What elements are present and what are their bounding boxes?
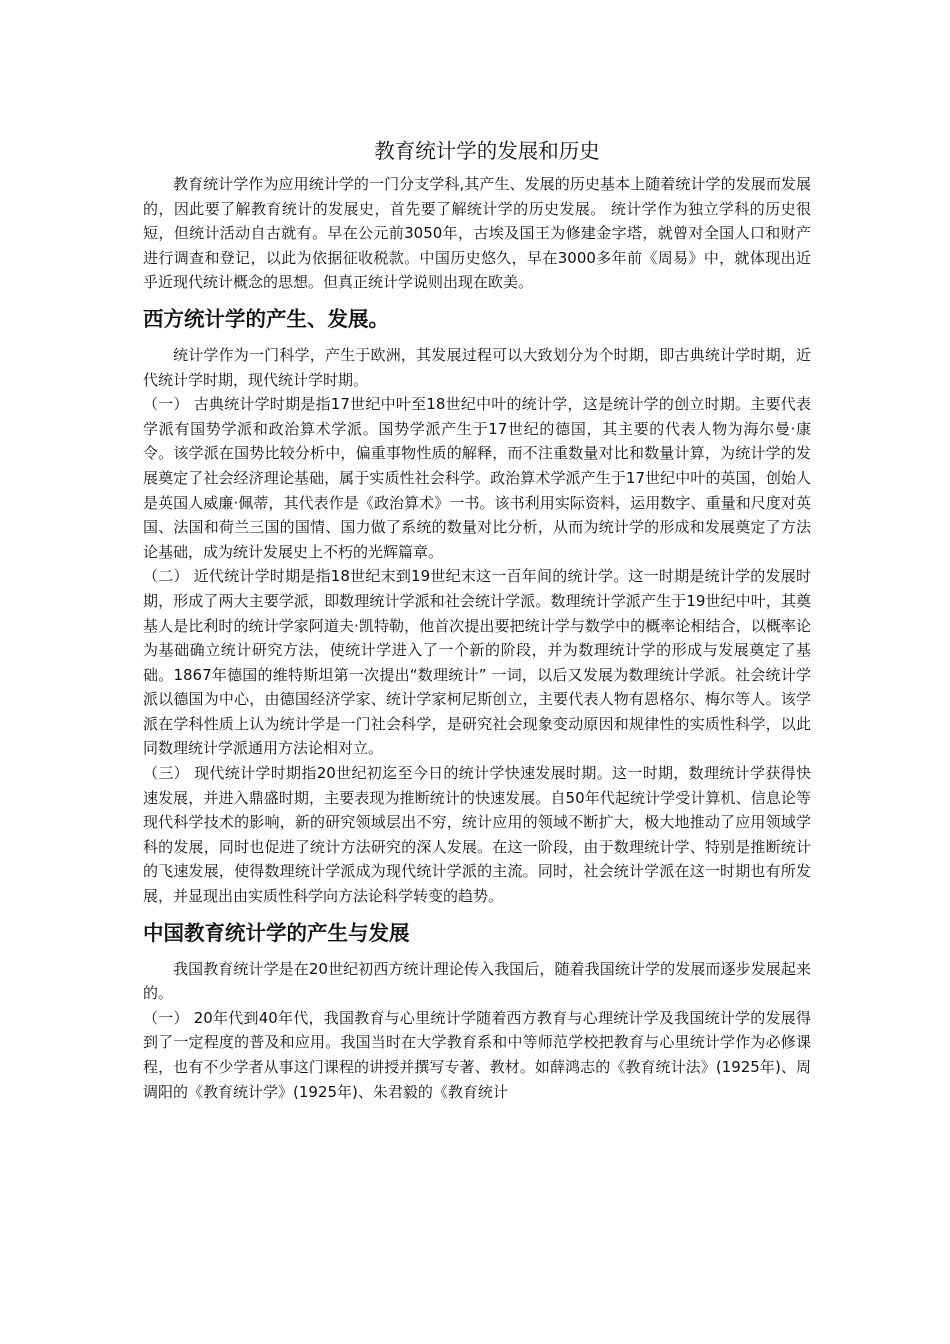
contemporary-period-paragraph: （三） 现代统计学时期指20世纪初迄至今日的统计学快速发展时期。这一时期，数理统计学获得快速发展，并进入鼎盛时期，主要表现为推断统计的快速发展。自50年代起统计学受计算机、信息论等现代科学技术的影响，新的研究领域层出不穷，统计应用的领域不断扩大，极大地推动了应用领域学科的发展，同时也促进了统计方法研究的深人发展。在这一阶段，由于数理统计学、特别是推断统计的飞速发展，使得数理统计学派成为现代统计学派的主流。同时，社会统计学派在这一时期也有所发展，并显现出由实质性科学向方法论科学转变的趋势。 <box>143 764 811 906</box>
classical-period-paragraph: （一） 古典统计学时期是指17世纪中叶至18世纪中叶的统计学，这是统计学的创立时期。主要代表学派有国势学派和政治算术学派。国势学派产生于17世纪的德国，其主要的代表人物为海尔曼·康令。该学派在国势比较分析中，偏重事物性质的解释，而不注重数量对比和数量计算，为统计学的发展奠定了社会经济理论基础，属于实质性社会科学。政治算术学派产生于17世纪中叶的英国，创始人是英国人威廉·佩蒂，其代表作是《政治算术》一书。该书利用实际资料，运用数字、重量和尺度对英国、法国和荷兰三国的国情、国力做了系统的数量对比分析，从而为统计学的形成和发展奠定了方法论基础，成为统计发展史上不朽的光辉篇章。 <box>143 395 811 561</box>
intro-paragraph: 教育统计学作为应用统计学的一门分支学科,其产生、发展的历史基本上随着统计学的发展而发展的，因此要了解教育统计的发展史，首先要了解统计学的历史发展。 统计学作为独立学科的历史很短，但统计活动自古就有。早在公元前3050年，古埃及国王为修建金字塔，就曾对全国人口和财产进行调查和登记，以此为依据征收税款。中国历史悠久，早在3000多年前《周易》中，就体现出近乎近现代统计概念的思想。但真正统计学说则出现在欧美。 <box>143 175 811 292</box>
china-lead-paragraph: 我国教育统计学是在20世纪初西方统计理论传入我国后，随着我国统计学的发展而逐步发展起来的。 <box>143 959 811 1003</box>
section-heading-western: 西方统计学的产生、发展。 <box>143 306 389 331</box>
modern-period-paragraph: （二） 近代统计学时期是指18世纪末到19世纪末这一百年间的统计学。这一时期是统计学的发展时期，形成了两大主要学派，即数理统计学派和社会统计学派。数理统计学派产生于19世纪中叶，其奠基人是比利时的统计学家阿道夫·凯特勒，他首次提出要把统计学与数学中的概率论相结合，以概率论为基础确立统计研究方法，使统计学进入了一个新的阶段，并为数理统计学的形成与发展奠定了基础。1867年德国的维特斯坦第一次提出“数理统计” 一词，以后又发展为数理统计学派。社会统计学派以德国为中心，由德国经济学家、统计学家柯尼斯创立，主要代表人物有恩格尔、梅尔等人。该学派在学科性质上认为统计学是一门社会科学，是研究社会现象变动原因和规律性的实质性科学，以此同数理统计学派通用方法论相对立。 <box>143 567 811 758</box>
section-heading-china: 中国教育统计学的产生与发展 <box>143 920 410 945</box>
section-lead-paragraph: 统计学作为一门科学，产生于欧洲，其发展过程可以大致划分为个时期，即古典统计学时期，近代统计学时期，现代统计学时期。 <box>143 345 811 389</box>
document-title: 教育统计学的发展和历史 <box>374 139 600 163</box>
document-page <box>143 136 811 1104</box>
china-period-paragraph: （一） 20年代到40年代，我国教育与心里统计学随着西方教育与心理统计学及我国统计学的发展得到了一定程度的普及和应用。我国当时在大学教育系和中等师范学校把教育与心里统计学作为必修课程，也有不少学者从事这门课程的讲授并撰写专著、教材。如薛鸿志的《教育统计法》(1925年)、周调阳的《教育统计学》(1925年)、朱君毅的《教育统计 <box>143 1008 811 1101</box>
